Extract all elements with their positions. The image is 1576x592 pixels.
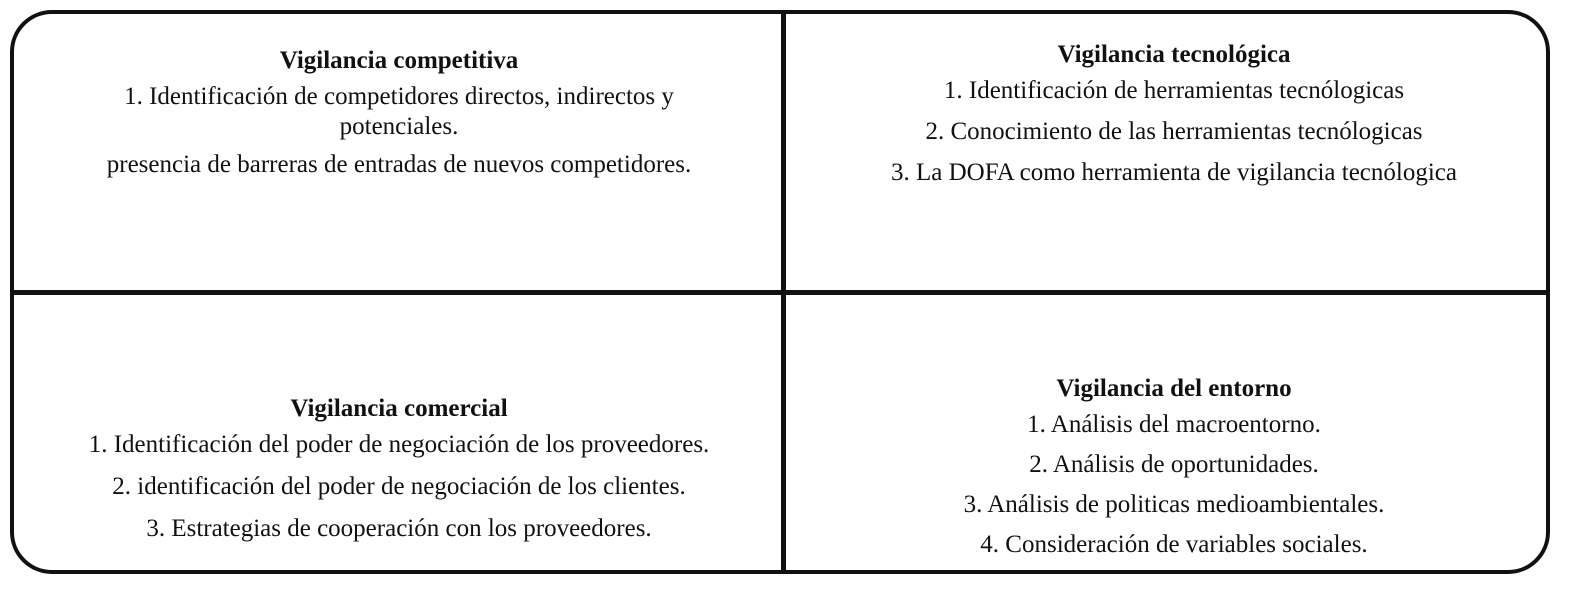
quadrant-commercial bbox=[24, 394, 774, 556]
quadrant-item: presencia de barreras de entradas de nuevos competidores. bbox=[106, 151, 692, 178]
quadrant-item: 1. Identificación de competidores directos, indirectos y potenciales. bbox=[124, 83, 674, 140]
quadrant-item: 2. Análisis de oportunidades. bbox=[1029, 451, 1319, 478]
quadrant-item: 1. Identificación de herramientas tecnólogicas bbox=[943, 77, 1405, 104]
quadrant-diagram bbox=[10, 10, 1550, 574]
quadrant-item: 1. Análisis del macroentorno. bbox=[1027, 411, 1321, 438]
quadrant-title: Vigilancia tecnológica bbox=[1057, 41, 1291, 68]
quadrant-title: Vigilancia del entorno bbox=[1056, 375, 1292, 402]
quadrant-competitive bbox=[34, 46, 764, 188]
horizontal-divider bbox=[14, 290, 1546, 295]
quadrant-technological bbox=[804, 40, 1544, 199]
quadrant-item: 2. Conocimiento de las herramientas tecnólogicas bbox=[925, 118, 1423, 145]
quadrant-item: 1. Identificación del poder de negociación de los proveedores. bbox=[88, 431, 710, 458]
quadrant-title: Vigilancia comercial bbox=[290, 395, 508, 422]
quadrant-item: 3. Análisis de politicas medioambientales. bbox=[963, 491, 1385, 518]
quadrant-item: 3. La DOFA como herramienta de vigilancia tecnólogica bbox=[890, 159, 1457, 186]
quadrant-title: Vigilancia competitiva bbox=[279, 47, 519, 74]
quadrant-item: 4. Consideración de variables sociales. bbox=[980, 531, 1368, 558]
quadrant-environment bbox=[804, 374, 1544, 570]
quadrant-item: 3. Estrategias de cooperación con los proveedores. bbox=[146, 515, 652, 542]
quadrant-item: 2. identificación del poder de negociación de los clientes. bbox=[112, 473, 686, 500]
